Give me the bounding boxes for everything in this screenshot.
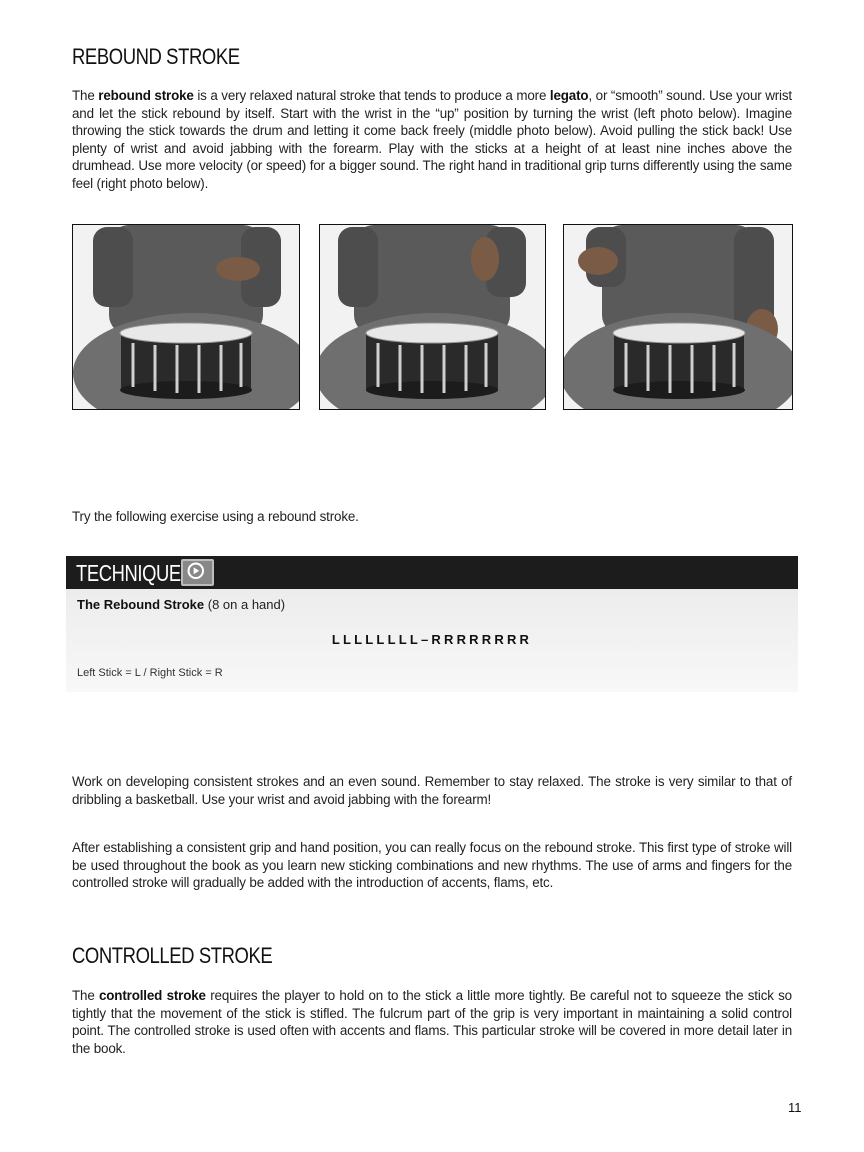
rebound-stroke-heading: REBOUND STROKE bbox=[72, 44, 240, 69]
play-icon bbox=[183, 561, 212, 584]
rebound-stroke-term: rebound stroke bbox=[98, 88, 194, 103]
photo-traditional-right bbox=[563, 224, 793, 410]
grip-position-paragraph: After establishing a consistent grip and hand position, you can really focus on the rebound stroke. This first type of stroke will be used throughout the book as you learn new sticking combinations and new rhythms. The use of arms and fingers for the controlled stroke will gradually be added with the introduction of accents, flams, etc. bbox=[72, 840, 792, 891]
controlled-stroke-term: controlled stroke bbox=[98, 988, 206, 1003]
controlled-stroke-paragraph: The controlled stroke requires the player to hold on to the stick a little more tightly. Be careful not to squeeze the stick so tightly that the movement of the stick is stifled. The fulcrum part of the grip is very important in maintaining a solid control point. The controlled stroke is used often with accents and flams. This particular stroke will be covered in more detail later in the book. bbox=[72, 988, 792, 1056]
consistent-strokes-paragraph: Work on developing consistent strokes and an even sound. Remember to stay relaxed. The stroke is very similar to that of dribbling a basketball. Use your wrist and avoid jabbing with the forearm! bbox=[72, 774, 792, 807]
drummer-photo-middle bbox=[320, 225, 545, 409]
page-number: 11 bbox=[788, 1100, 802, 1115]
drummer-photo-right bbox=[564, 225, 792, 409]
play-video-button[interactable] bbox=[181, 559, 214, 586]
exercise-intro: Try the following exercise using a rebound stroke. bbox=[72, 509, 359, 524]
rebound-stroke-paragraph: The rebound stroke is a very relaxed natural stroke that tends to produce a more legato, or “smooth” sound. Use your wrist and let the stick rebound by itself. Start with the wrist in the “up” position by turning the wrist (left photo below). Imagine throwing the stick towards the drum and letting it come back freely (middle photo below). Avoid pulling the stick back! Use plenty of wrist and avoid jabbing with the forearm. Play with the sticks at a height of at least nine inches above the drumhead. Use more velocity (or speed) for a bigger sound. The right hand in traditional grip turns differently using the same feel (right photo below). bbox=[72, 88, 792, 191]
photo-wrist-up-left bbox=[72, 224, 300, 410]
exercise-title: The Rebound Stroke (8 on a hand) bbox=[77, 597, 286, 612]
technique-box bbox=[66, 556, 798, 692]
technique-label: TECHNIQUE bbox=[76, 560, 181, 586]
legato-term: legato bbox=[549, 88, 589, 103]
sticking-pattern: LLLLLLLL–RRRRRRRR bbox=[331, 632, 533, 647]
controlled-stroke-heading: CONTROLLED STROKE bbox=[72, 943, 273, 968]
sticking-legend: Left Stick = L / Right Stick = R bbox=[77, 667, 223, 679]
drummer-photo-left bbox=[73, 225, 299, 409]
technique-header-bar bbox=[66, 556, 798, 589]
photo-throw-middle bbox=[319, 224, 546, 410]
